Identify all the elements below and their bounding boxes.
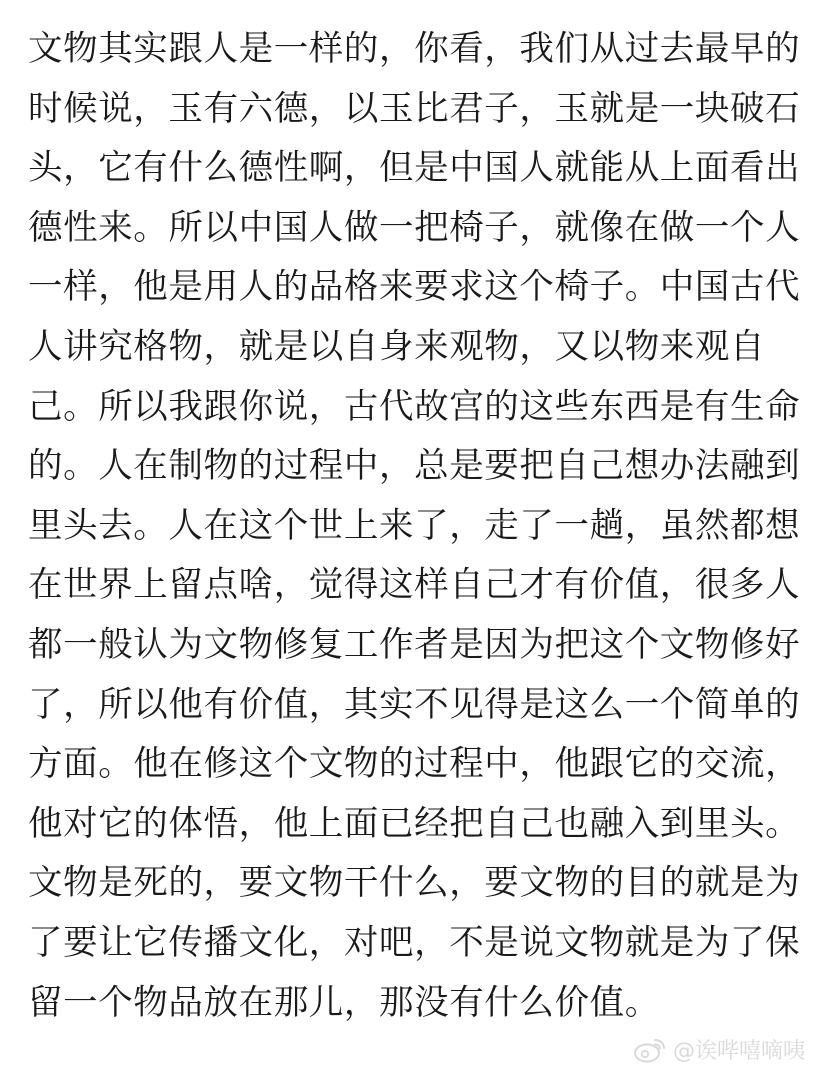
text-line-2: 时候说，玉有六德，以玉比君子，玉就是一块破石 <box>28 88 801 129</box>
text-line-3: 头，它有什么德性啊，但是中国人就能从上面看出 <box>28 148 801 189</box>
text-line-5: 一样，他是用人的品格来要求这个椅子。中国古代 <box>28 267 801 308</box>
text-line-15: 文物是死的，要文物干什么，要文物的目的就是为 <box>28 863 801 904</box>
text-line-4: 德性来。所以中国人做一把椅子，就像在做一个人 <box>28 207 801 248</box>
text-line-16: 了要让它传播文化，对吧，不是说文物就是为了保 <box>28 922 801 963</box>
text-line-9: 里头去。人在这个世上来了，走了一趟，虽然都想 <box>28 505 801 546</box>
text-line-13: 方面。他在修这个文物的过程中，他跟它的交流， <box>28 744 801 785</box>
watermark-text: @诶哔嘻嘀咦 <box>672 1039 805 1064</box>
text-line-11: 都一般认为文物修复工作者是因为把这个文物修好 <box>28 624 801 665</box>
text-line-12: 了，所以他有价值，其实不见得是这么一个简单的 <box>28 684 801 725</box>
text-line-10: 在世界上留点啥，觉得这样自己才有价值，很多人 <box>28 565 801 606</box>
weibo-watermark <box>633 1034 805 1065</box>
text-line-1: 文物其实跟人是一样的，你看，我们从过去最早的 <box>28 29 801 69</box>
text-line-7: 己。所以我跟你说，古代故宫的这些东西是有生命 <box>28 386 801 427</box>
text-line-14: 他对它的体悟，他上面已经把自己也融入到里头。 <box>28 803 801 844</box>
text-line-17: 留一个物品放在那儿，那没有什么价值。 <box>28 982 660 1023</box>
weibo-logo-icon <box>633 1036 667 1064</box>
text-line-6: 人讲究格物，就是以自身来观物，又以物来观自 <box>28 326 766 367</box>
document-body <box>28 20 808 1033</box>
text-line-8: 的。人在制物的过程中，总是要把自己想办法融到 <box>28 446 801 487</box>
